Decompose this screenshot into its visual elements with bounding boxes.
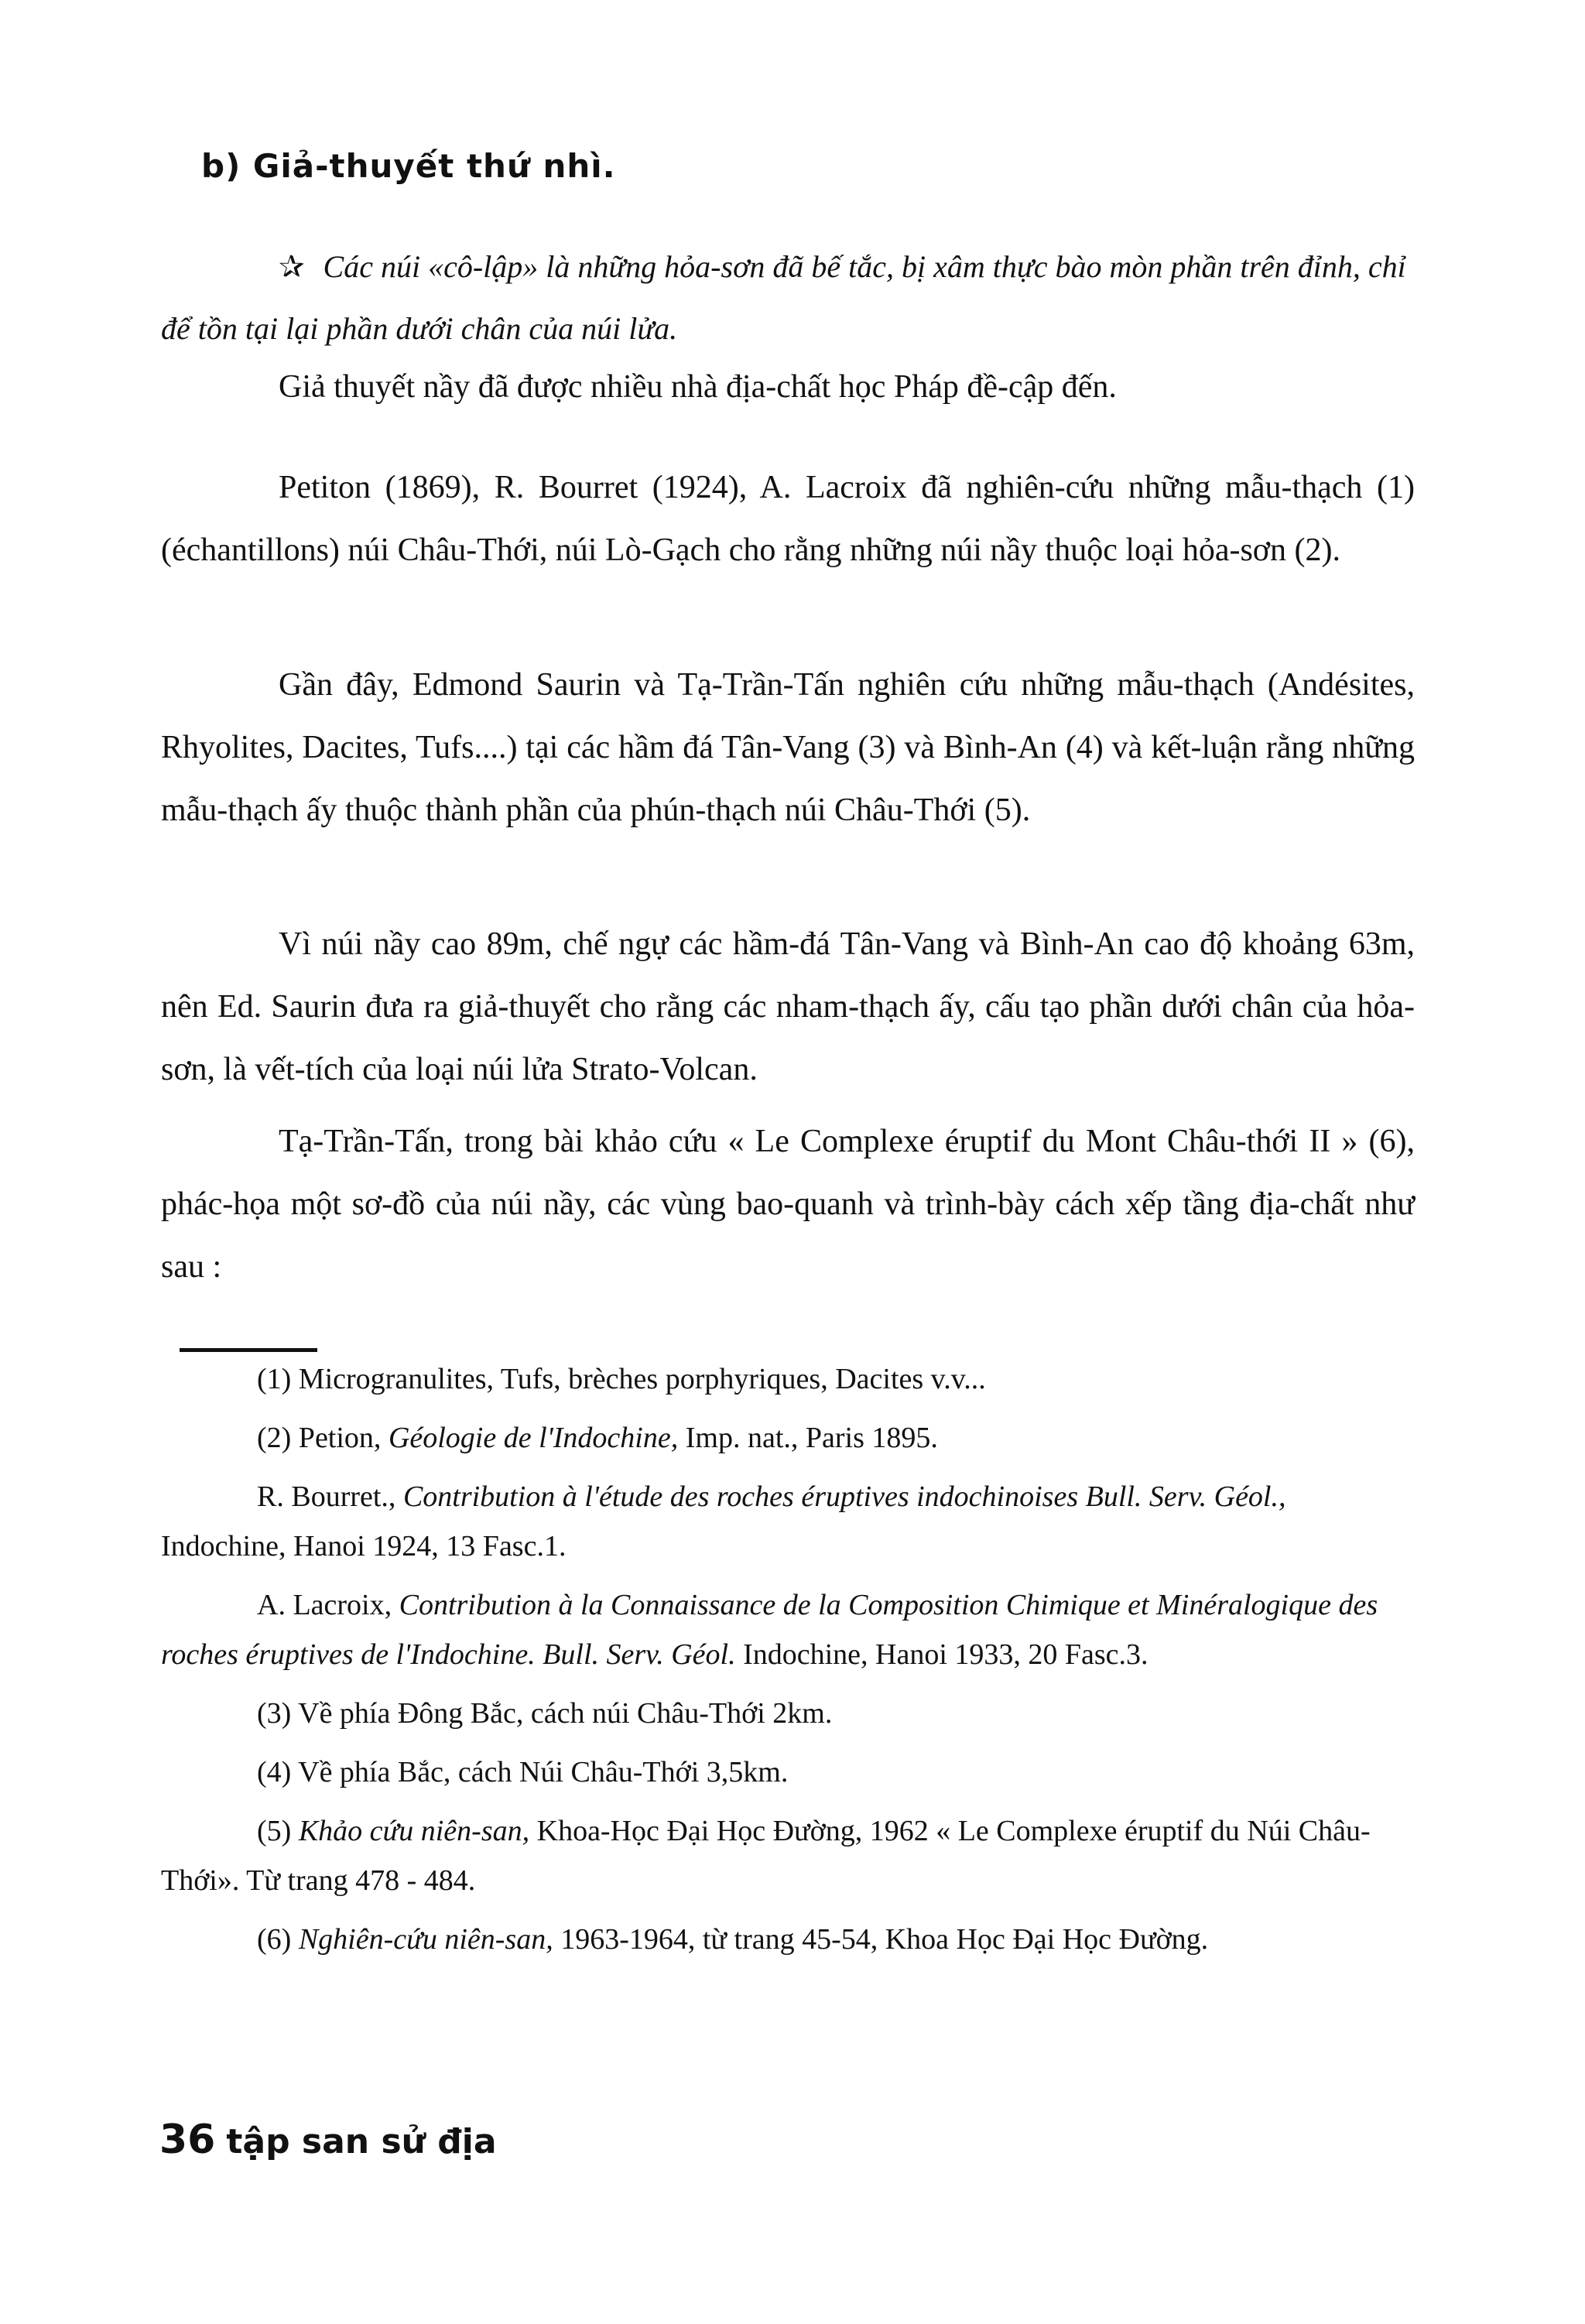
footnote-text: (6) xyxy=(257,1923,299,1956)
footnote xyxy=(161,1689,1415,1738)
footnotes xyxy=(161,1354,1415,1973)
footnote-text: A. Lacroix, xyxy=(257,1589,399,1621)
footnote-text: (4) Về phía Bắc, cách Núi Châu-Thới 3,5km. xyxy=(257,1756,789,1788)
section-heading: b) Giả-thuyết thứ nhì. xyxy=(201,147,616,185)
footnote-title: Contribution à la Connaissance de la Composition Chimique et Minéralogique des roches éruptives de l'Indochine. Bull. Serv. Géol. xyxy=(161,1589,1378,1671)
footnote-text: Indochine, Hanoi 1933, 20 Fasc.3. xyxy=(735,1638,1149,1671)
footnote-text: Khoa-Học Đại Học Đường, 1962 « Le Complexe éruptif du Núi Châu-Thới». Từ trang 478 - 484. xyxy=(161,1815,1371,1897)
footnote-title: Géologie de l'Indochine, xyxy=(388,1422,679,1454)
footnote-text: Indochine, Hanoi 1924, 13 Fasc.1. xyxy=(161,1530,567,1562)
paragraph: Gần đây, Edmond Saurin và Tạ-Trần-Tấn nghiên cứu những mẫu-thạch (Andésites, Rhyolites, Dacites, Tufs....) tại các hầm đá Tân-Vang (3) và Bình-An (4) và kết-luận rằng những mẫu-thạch ấy thuộc thành phần của phún-thạch núi Châu-Thới (5). xyxy=(161,667,1415,828)
publication-name: tập san sử địa xyxy=(226,2122,497,2161)
footnote xyxy=(161,1806,1415,1905)
paragraph: Petiton (1869), R. Bourret (1924), A. Lacroix đã nghiên-cứu những mẫu-thạch (1) (échantillons) núi Châu-Thới, núi Lò-Gạch cho rằng những núi nầy thuộc loại hỏa-sơn (2). xyxy=(161,470,1415,568)
footnote xyxy=(161,1354,1415,1404)
footnote-text: (2) Petion, xyxy=(257,1422,389,1454)
footnote xyxy=(161,1413,1415,1463)
page-footer xyxy=(159,2117,497,2163)
page-number: 36 xyxy=(159,2117,216,2163)
footnote-text: R. Bourret., xyxy=(257,1480,403,1513)
footnote-divider xyxy=(180,1348,317,1352)
hypothesis-statement xyxy=(161,236,1415,360)
paragraph: Tạ-Trần-Tấn, trong bài khảo cứu « Le Complexe éruptif du Mont Châu-thới II » (6), phác-họa một sơ-đồ của núi nầy, các vùng bao-quanh và trình-bày cách xếp tầng địa-chất như sau : xyxy=(161,1124,1415,1285)
footnote-text: Imp. nat., Paris 1895. xyxy=(678,1422,938,1454)
footnote xyxy=(161,1915,1415,1964)
star-icon: ✰ xyxy=(279,249,305,284)
paragraph: Vì núi nầy cao 89m, chế ngự các hầm-đá Tân-Vang và Bình-An cao độ khoảng 63m, nên Ed. Saurin đưa ra giả-thuyết cho rằng các nham-thạch ấy, cấu tạo phần dưới chân của hỏa-sơn, là vết-tích của loại núi lửa Strato-Volcan. xyxy=(161,926,1415,1087)
footnote-title: Contribution à l'étude des roches éruptives indochinoises Bull. Serv. Géol., xyxy=(402,1480,1286,1513)
footnote-text: 1963-1964, từ trang 45-54, Khoa Học Đại Học Đường. xyxy=(553,1923,1209,1956)
footnote xyxy=(161,1580,1415,1679)
footnote-text: (5) xyxy=(257,1815,299,1847)
footnote-title: Khảo cứu niên-san, xyxy=(298,1815,530,1847)
paragraph: Giả thuyết nầy đã được nhiều nhà địa-chất học Pháp đề-cập đến. xyxy=(279,369,1117,405)
footnote-text: (1) Microgranulites, Tufs, brèches porphyriques, Dacites v.v... xyxy=(257,1363,986,1395)
hypothesis-text: Các núi «cô-lập» là những hỏa-sơn đã bế tắc, bị xâm thực bào mòn phần trên đỉnh, chỉ để tồn tại lại phần dưới chân của núi lửa. xyxy=(161,249,1406,346)
footnote-title: Nghiên-cứu niên-san, xyxy=(298,1923,553,1956)
footnote-text: (3) Về phía Đông Bắc, cách núi Châu-Thới 2km. xyxy=(257,1697,833,1730)
footnote xyxy=(161,1472,1415,1571)
footnote xyxy=(161,1747,1415,1797)
